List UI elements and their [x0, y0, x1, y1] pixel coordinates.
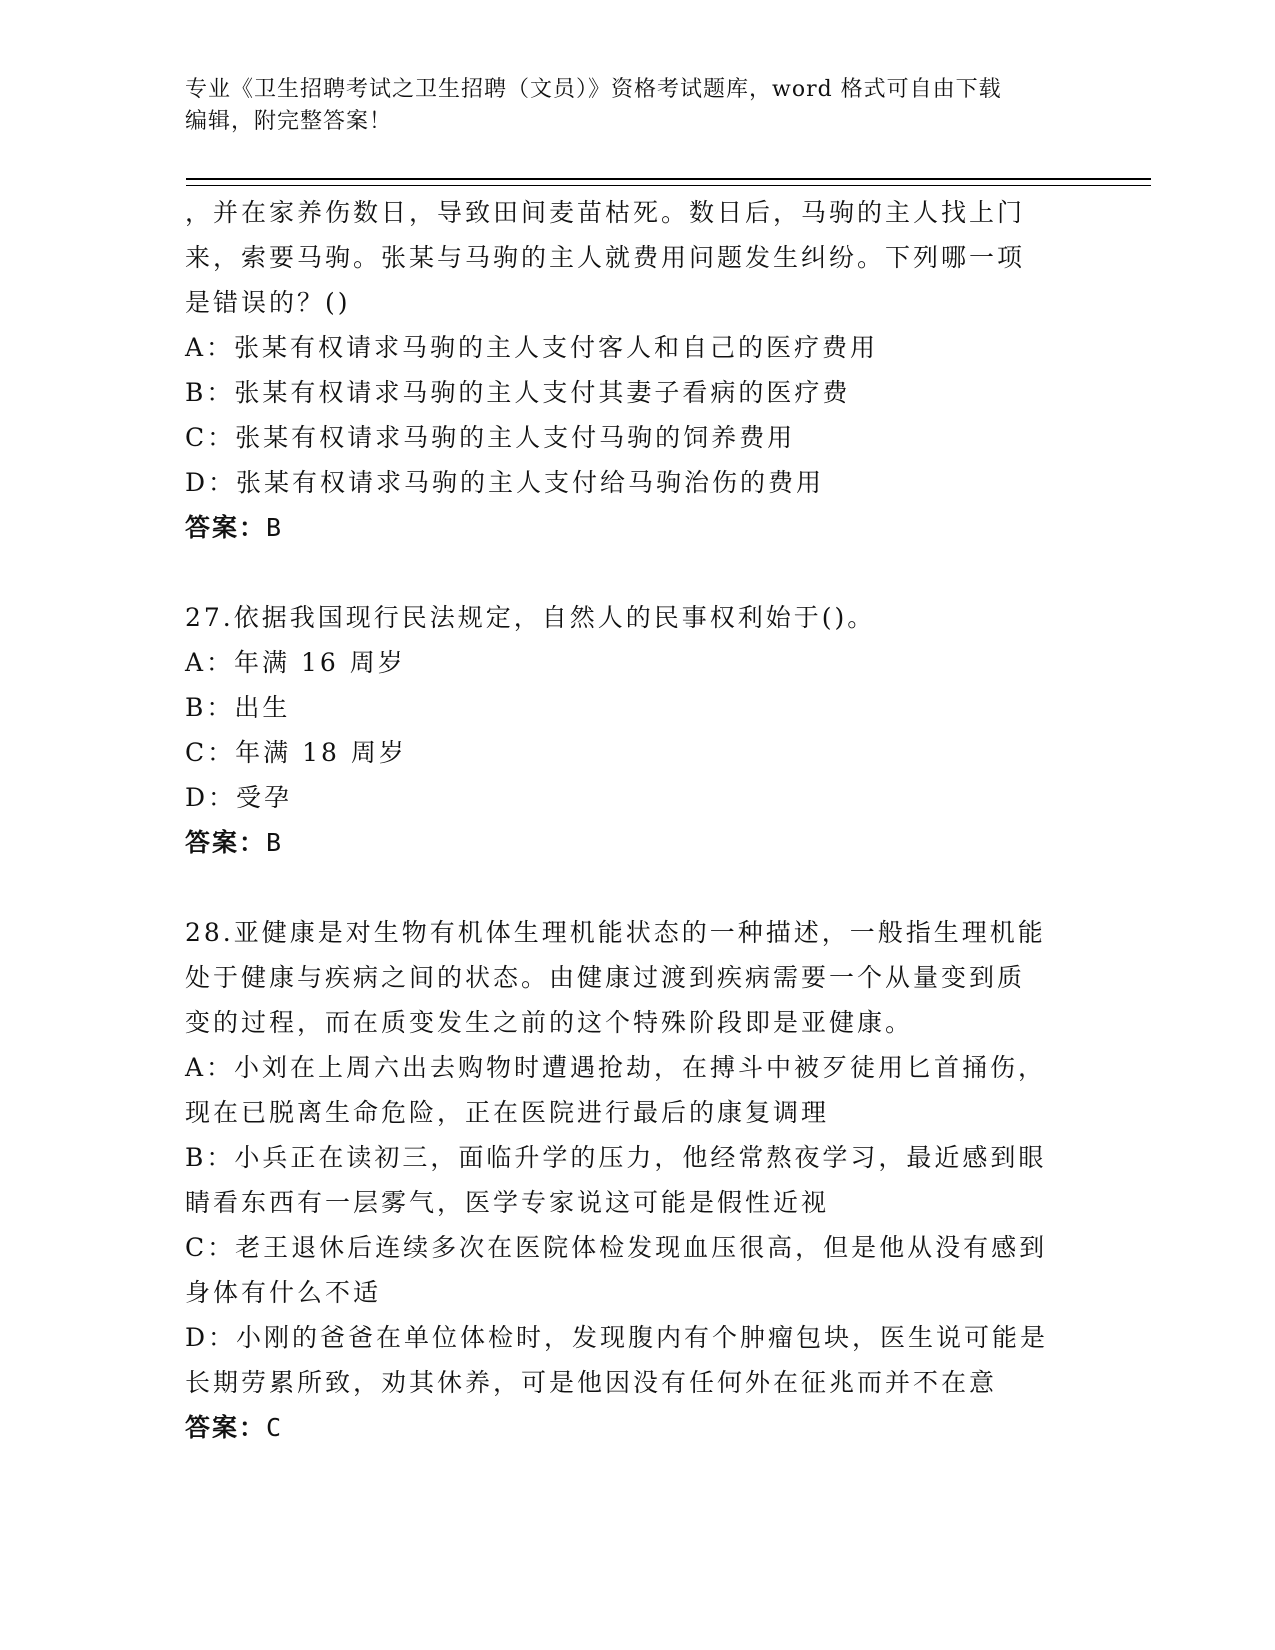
answer-value: C	[266, 1413, 284, 1442]
question-text-line: 27.依据我国现行民法规定，自然人的民事权利始于()。	[185, 603, 876, 632]
option-c: C：老王退休后连续多次在医院体检发现血压很高，但是他从没有感到	[185, 1233, 1048, 1262]
option-b-continued: 睛看东西有一层雾气，医学专家说这可能是假性近视	[185, 1188, 830, 1217]
option-a: A：年满 16 周岁	[185, 648, 406, 677]
answer-value: B	[266, 513, 284, 542]
question-text-line: 是错误的？()	[185, 288, 351, 317]
question-text-line: 变的过程，而在质变发生之前的这个特殊阶段即是亚健康。	[185, 1008, 914, 1037]
question-27	[185, 595, 1085, 865]
answer-label: 答案：	[185, 828, 267, 857]
document-body	[185, 190, 1085, 1450]
answer-line	[185, 1405, 1085, 1450]
question-26	[185, 190, 1085, 550]
option-d: D：受孕	[185, 783, 293, 812]
question-text-line: 来，索要马驹。张某与马驹的主人就费用问题发生纠纷。下列哪一项	[185, 243, 1026, 272]
option-c: C：年满 18 周岁	[185, 738, 407, 767]
page-header	[185, 74, 1065, 138]
question-text-line: ，并在家养伤数日，导致田间麦苗枯死。数日后，马驹的主人找上门	[185, 198, 1026, 227]
answer-line	[185, 820, 1085, 865]
question-text-line: 处于健康与疾病之间的状态。由健康过渡到疾病需要一个从量变到质	[185, 963, 1026, 992]
header-line-1: 专业《卫生招聘考试之卫生招聘（文员）》资格考试题库，word 格式可自由下载	[185, 77, 1002, 102]
option-b: B：出生	[185, 693, 291, 722]
spacer	[185, 865, 1085, 910]
header-divider	[186, 178, 1151, 186]
option-a: A：小刘在上周六出去购物时遭遇抢劫，在搏斗中被歹徒用匕首捅伤，	[185, 1053, 1047, 1082]
spacer	[185, 550, 1085, 595]
answer-label: 答案：	[185, 513, 267, 542]
option-c-continued: 身体有什么不适	[185, 1278, 382, 1307]
answer-line	[185, 505, 1085, 550]
option-d-continued: 长期劳累所致，劝其休养，可是他因没有任何外在征兆而并不在意	[185, 1368, 998, 1397]
question-text-line: 28.亚健康是对生物有机体生理机能状态的一种描述，一般指生理机能	[185, 918, 1046, 947]
header-line-2: 编辑，附完整答案！	[185, 109, 393, 134]
answer-value: B	[266, 828, 284, 857]
option-d: D：小刚的爸爸在单位体检时，发现腹内有个肿瘤包块，医生说可能是	[185, 1323, 1049, 1352]
option-b: B：小兵正在读初三，面临升学的压力，他经常熬夜学习，最近感到眼	[185, 1143, 1047, 1172]
option-a: A：张某有权请求马驹的主人支付客人和自己的医疗费用	[185, 333, 879, 362]
option-c: C：张某有权请求马驹的主人支付马驹的饲养费用	[185, 423, 796, 452]
option-d: D：张某有权请求马驹的主人支付给马驹治伤的费用	[185, 468, 825, 497]
question-28	[185, 910, 1085, 1450]
answer-label: 答案：	[185, 1413, 267, 1442]
option-b: B：张某有权请求马驹的主人支付其妻子看病的医疗费	[185, 378, 851, 407]
option-a-continued: 现在已脱离生命危险，正在医院进行最后的康复调理	[185, 1098, 830, 1127]
